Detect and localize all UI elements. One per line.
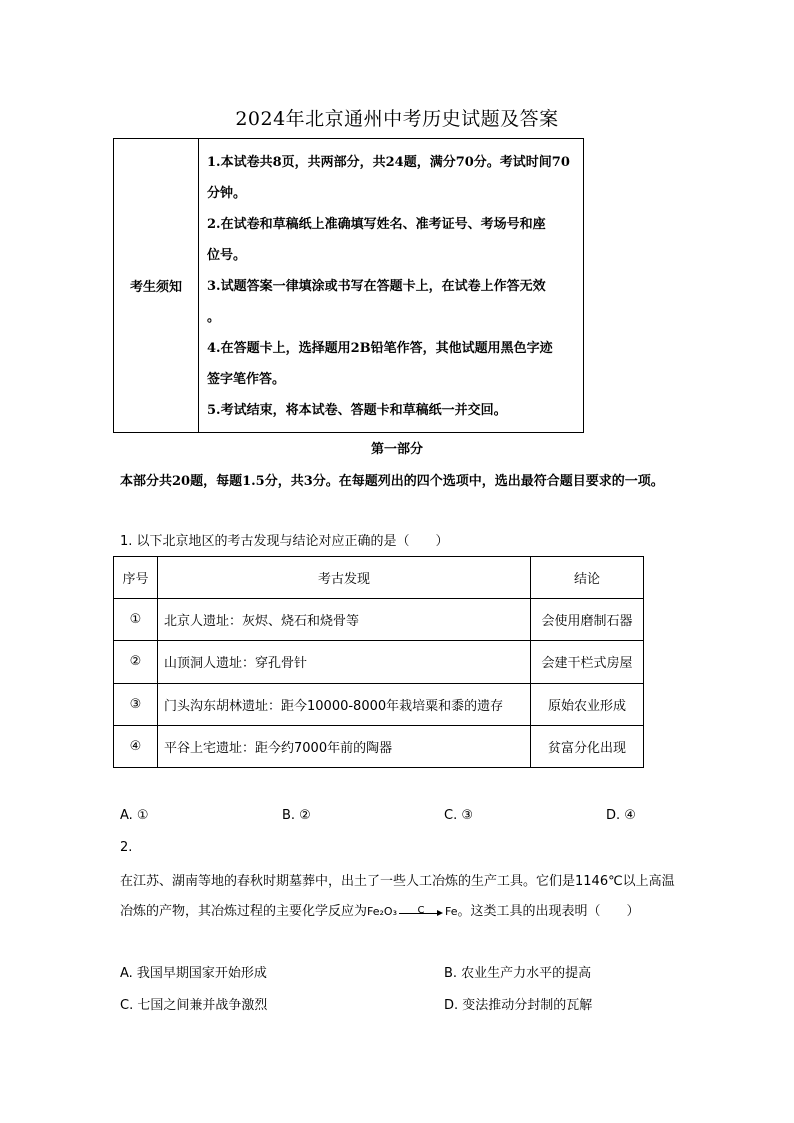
row-discovery: 北京人遗址：灰烬、烧石和烧骨等 [158, 599, 531, 641]
row-discovery: 平谷上宅遗址：距今约7000年前的陶器 [158, 725, 531, 767]
question-2-stem [120, 867, 680, 927]
chemical-reaction [367, 897, 457, 927]
header-discovery: 考古发现 [158, 557, 531, 599]
question-1-option-d: D. ④ [606, 808, 636, 823]
question-2-text-after: 。这类工具的出现表明（ ） [457, 904, 640, 919]
header-number: 序号 [114, 557, 158, 599]
question-2-text-before: 在江苏、湖南等地的春秋时期墓葬中，出土了一些人工冶炼的生产工具。它们是1146℃以上高温冶炼的产物，其冶炼过程的主要化学反应为 [120, 874, 675, 919]
question-2-option-d: D. 变法推动分封制的瓦解 [444, 998, 593, 1013]
notice-table [113, 138, 584, 433]
archaeology-table [113, 556, 644, 768]
question-2-number: 2. [120, 840, 133, 855]
header-conclusion: 结论 [531, 557, 644, 599]
table-header-row [114, 557, 644, 599]
table-row [114, 683, 644, 725]
reaction-arrow-icon [399, 906, 443, 918]
row-conclusion: 会使用磨制石器 [531, 599, 644, 641]
question-1-option-c: C. ③ [444, 808, 473, 823]
question-2-option-a: A. 我国早期国家开始形成 [120, 966, 267, 981]
notice-line: 。 [207, 310, 221, 325]
notice-line: 位号。 [207, 248, 247, 263]
table-row [114, 641, 644, 683]
row-conclusion: 会建干栏式房屋 [531, 641, 644, 683]
row-discovery: 门头沟东胡林遗址：距今10000-8000年栽培粟和黍的遗存 [158, 683, 531, 725]
question-1-option-b: B. ② [282, 808, 311, 823]
question-2-option-c: C. 七国之间兼并战争激烈 [120, 998, 268, 1013]
row-conclusion: 贫富分化出现 [531, 725, 644, 767]
row-conclusion: 原始农业形成 [531, 683, 644, 725]
row-number: ① [114, 599, 158, 641]
table-row [114, 599, 644, 641]
row-number: ③ [114, 683, 158, 725]
reactant: Fe₂O₃ [367, 905, 397, 918]
notice-label: 考生须知 [114, 139, 199, 433]
row-discovery: 山顶洞人遗址：穿孔骨针 [158, 641, 531, 683]
section-description: 本部分共20题，每题1.5分，共3分。在每题列出的四个选项中，选出最符合题目要求的一项。 [120, 474, 664, 489]
notice-line: 签字笔作答。 [207, 372, 286, 387]
notice-line: 2.在试卷和草稿纸上准确填写姓名、准考证号、考场号和座 [207, 217, 546, 232]
notice-line: 1.本试卷共8页，共两部分，共24题，满分70分。考试时间70 [207, 155, 570, 170]
reaction-condition: C [417, 905, 425, 916]
notice-content [199, 139, 584, 433]
page-title: 2024年北京通州中考历史试题及答案 [235, 108, 559, 130]
row-number: ② [114, 641, 158, 683]
question-1-option-a: A. ① [120, 808, 149, 823]
table-row [114, 725, 644, 767]
notice-line: 分钟。 [207, 186, 247, 201]
row-number: ④ [114, 725, 158, 767]
product: Fe [445, 905, 458, 918]
notice-line: 5.考试结束，将本试卷、答题卡和草稿纸一并交回。 [207, 403, 507, 418]
question-2-option-b: B. 农业生产力水平的提高 [444, 966, 592, 981]
question-1-stem: 1. 以下北京地区的考古发现与结论对应正确的是（ ） [120, 534, 449, 549]
section-title: 第一部分 [370, 442, 423, 457]
notice-line: 4.在答题卡上，选择题用2B铅笔作答，其他试题用黑色字迹 [207, 341, 553, 356]
notice-line: 3.试题答案一律填涂或书写在答题卡上，在试卷上作答无效 [207, 279, 546, 294]
